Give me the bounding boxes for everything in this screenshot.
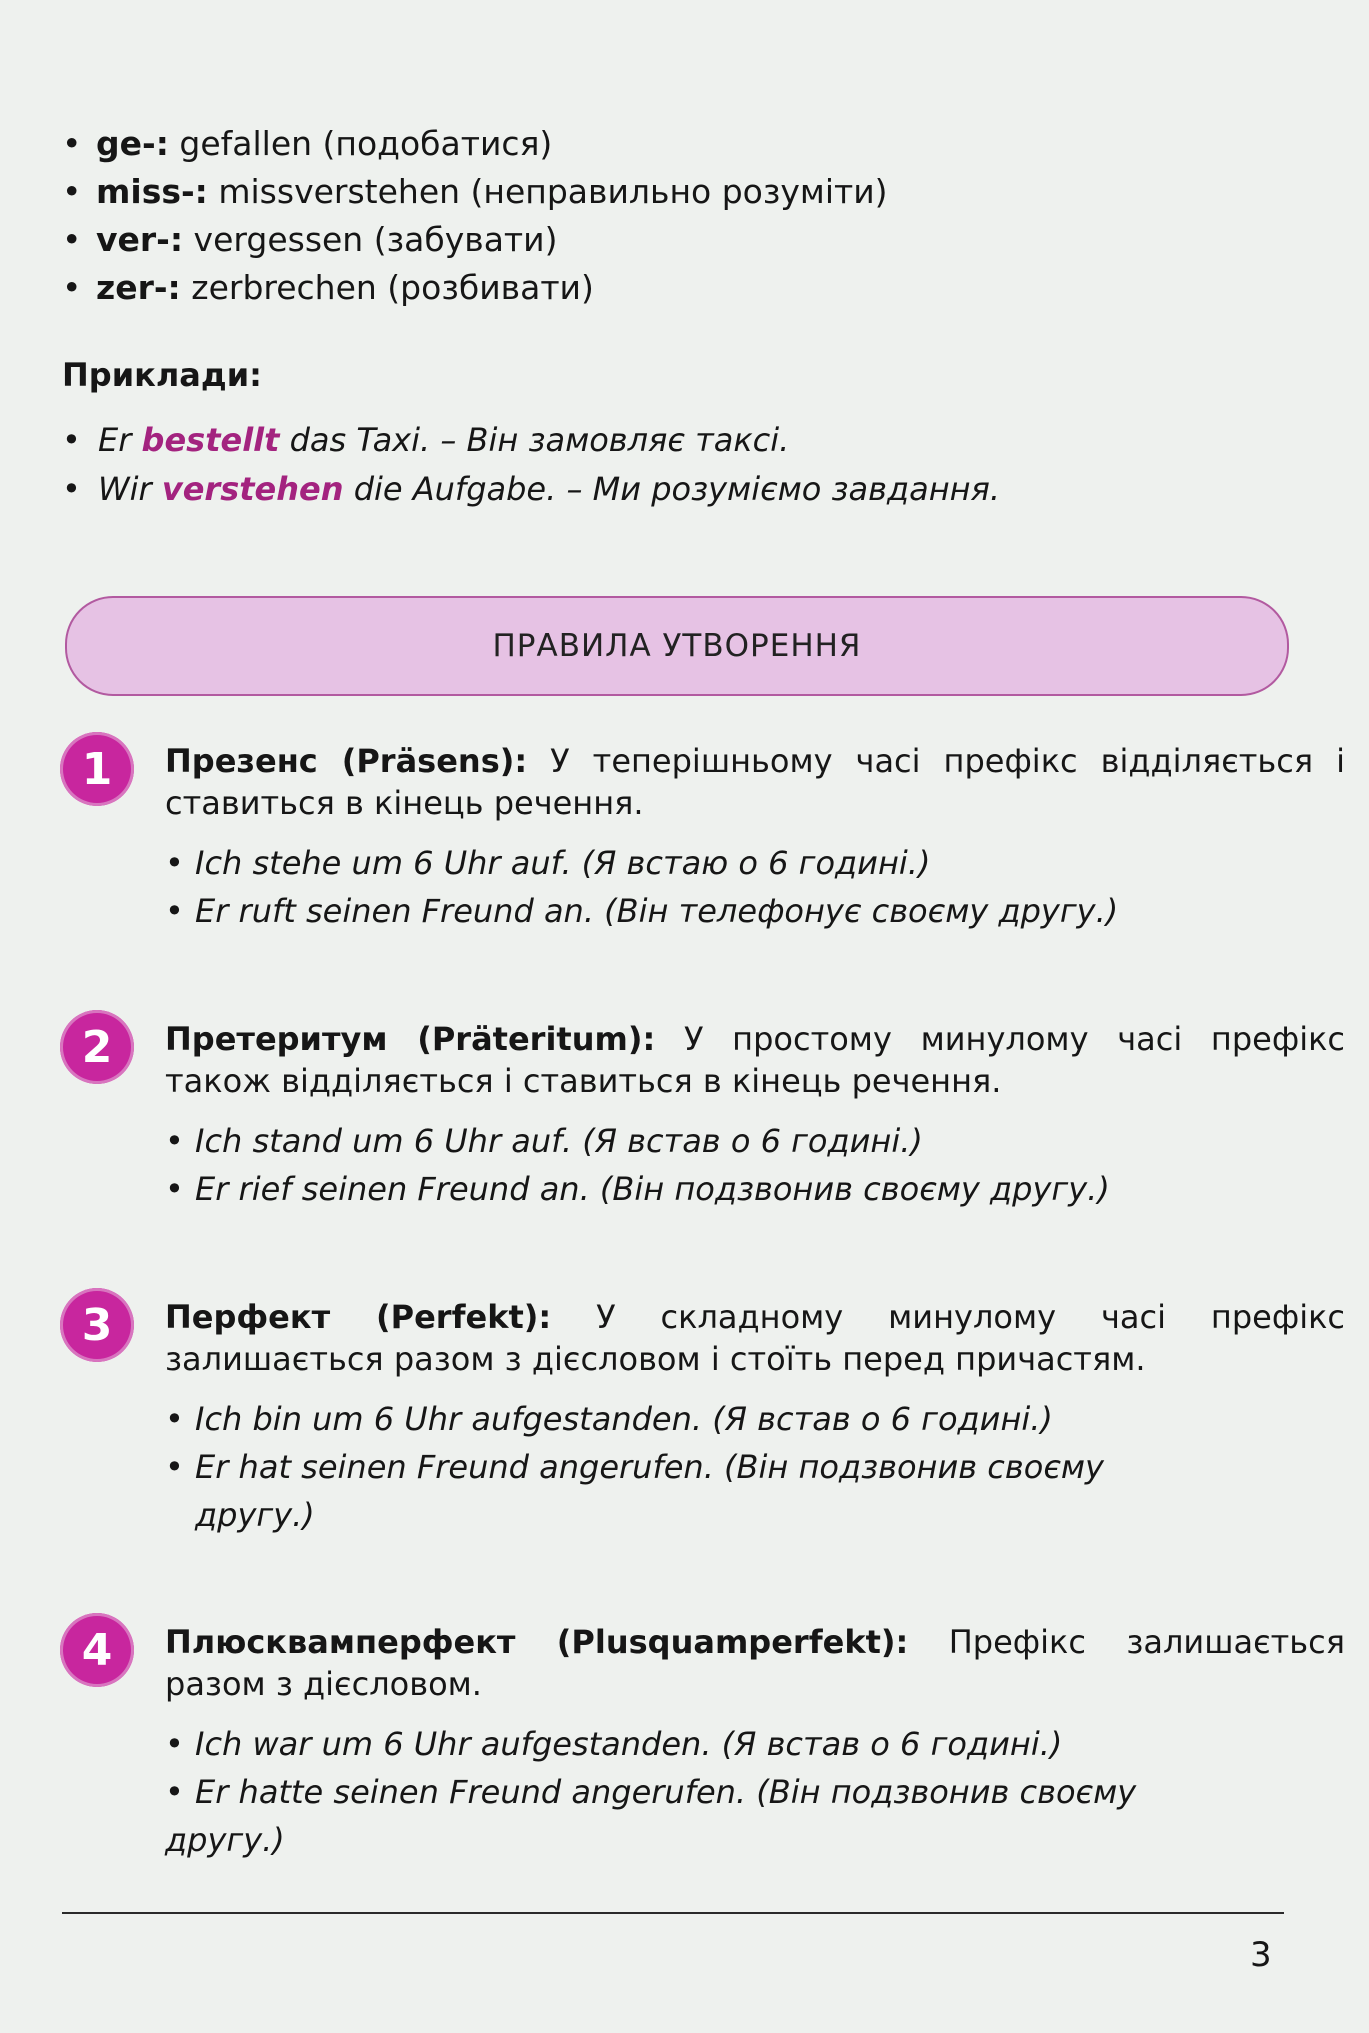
list-item: • zer-: zerbrechen (розбивати) <box>62 268 594 307</box>
number-badge: 1 <box>60 732 134 806</box>
list-item: • Er rief seinen Freund an. (Він подзвонив своєму другу.) <box>165 1170 1110 1208</box>
page-number: 3 <box>1250 1935 1272 1975</box>
highlighted-verb: verstehen <box>161 470 344 508</box>
list-item-continuation: другу.) <box>195 1496 315 1534</box>
section-banner: ПРАВИЛА УТВОРЕННЯ <box>65 596 1289 696</box>
rule-text: Перфект (Perfekt): У складному минулому часі префікс залишається разом з дієсловом і стоїть перед причастям. <box>165 1298 1346 1378</box>
list-item: • miss-: missverstehen (неправильно розуміти) <box>62 172 888 211</box>
prefix-list <box>62 120 888 312</box>
list-item: • Wir verstehen die Aufgabe. – Ми розуміємо завдання. <box>62 470 1001 508</box>
list-item: • Er bestellt das Taxi. – Він замовляє таксі. <box>62 421 790 459</box>
example-list <box>62 416 1000 514</box>
list-item: • Ich war um 6 Uhr aufgestanden. (Я встав о 6 годині.) <box>165 1725 1063 1763</box>
rule-examples <box>165 1720 1345 1864</box>
list-item: • ge-: gefallen (подобатися) <box>62 124 553 163</box>
list-item: • Ich bin um 6 Uhr aufgestanden. (Я встав о 6 годині.) <box>165 1400 1053 1438</box>
rule-text: Презенс (Präsens): У теперішньому часі префікс відділяється і ставиться в кінець речення. <box>165 742 1346 822</box>
list-item: • ver-: vergessen (забувати) <box>62 220 558 259</box>
rule-text: Претеритум (Präteritum): У простому минулому часі префікс також відділяється і ставиться в кінець речення. <box>165 1020 1346 1100</box>
list-item: • Ich stand um 6 Uhr auf. (Я встав о 6 годині.) <box>165 1122 923 1160</box>
rule-examples <box>165 1395 1345 1539</box>
list-item: • Er ruft seinen Freund an. (Він телефонує своєму другу.) <box>165 892 1119 930</box>
rule-text: Плюсквамперфект (Plusquamperfekt): Префікс залишається разом з дієсловом. <box>165 1623 1346 1703</box>
list-item-continuation: другу.) <box>165 1821 285 1859</box>
number-badge: 4 <box>60 1613 134 1687</box>
number-badge: 3 <box>60 1288 134 1362</box>
number-badge: 2 <box>60 1010 134 1084</box>
examples-heading: Приклади: <box>62 356 262 394</box>
list-item: • Er hat seinen Freund angerufen. (Він подзвонив своєму <box>165 1448 1104 1486</box>
highlighted-verb: bestellt <box>141 421 280 459</box>
rule-examples <box>165 1117 1345 1213</box>
footer-divider <box>62 1912 1284 1914</box>
list-item: • Er hatte seinen Freund angerufen. (Він подзвонив своєму <box>165 1773 1137 1811</box>
rule-examples <box>165 839 1345 935</box>
list-item: • Ich stehe um 6 Uhr auf. (Я встаю о 6 годині.) <box>165 844 931 882</box>
